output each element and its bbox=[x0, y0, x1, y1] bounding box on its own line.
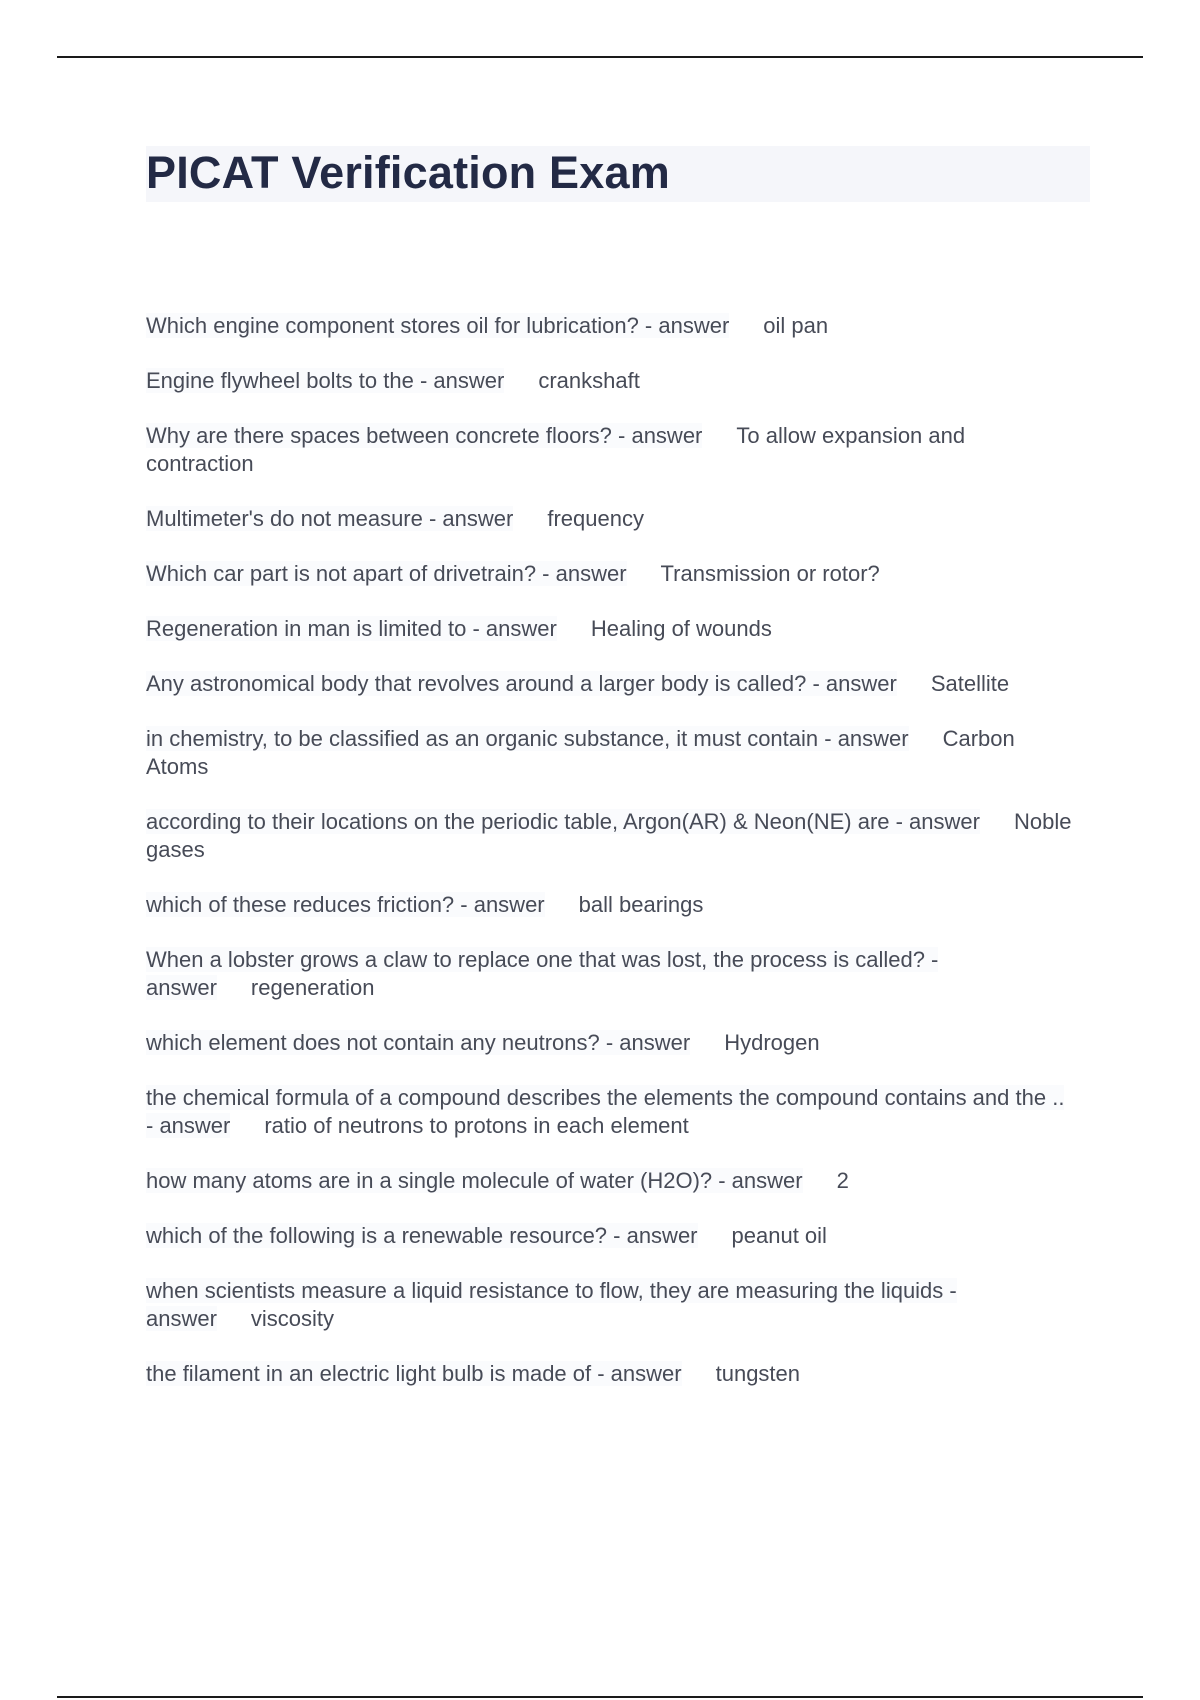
qa-item-5 bbox=[146, 560, 1076, 588]
answer-text: 2 bbox=[836, 1168, 849, 1193]
answer-text: frequency bbox=[547, 506, 644, 531]
qa-item-10 bbox=[146, 891, 1076, 919]
qa-item-9 bbox=[146, 808, 1076, 864]
qa-item-15 bbox=[146, 1222, 1076, 1250]
question-text: Regeneration in man is limited to - answer bbox=[146, 616, 557, 641]
question-text: which element does not contain any neutrons? - answer bbox=[146, 1030, 691, 1055]
answer-text: tungsten bbox=[715, 1361, 801, 1386]
answer-text: Healing of wounds bbox=[590, 616, 772, 641]
qa-item-11 bbox=[146, 946, 1076, 1002]
qa-item-8 bbox=[146, 725, 1076, 781]
qa-item-16 bbox=[146, 1277, 1076, 1333]
qa-item-12 bbox=[146, 1029, 1076, 1057]
answer-text: oil pan bbox=[763, 313, 829, 338]
page-title: PICAT Verification Exam bbox=[146, 147, 670, 198]
question-text: When a lobster grows a claw to replace one that was lost, the process is called? - answer bbox=[146, 947, 939, 1000]
qa-item-3 bbox=[146, 422, 1076, 478]
question-text: which of these reduces friction? - answer bbox=[146, 892, 545, 917]
answer-text: regeneration bbox=[250, 975, 375, 1000]
question-text: Why are there spaces between concrete floors? - answer bbox=[146, 423, 703, 448]
answer-text: crankshaft bbox=[538, 368, 640, 393]
answer-text: To allow expansion and contraction bbox=[146, 423, 966, 476]
question-text: the filament in an electric light bulb is made of - answer bbox=[146, 1361, 682, 1386]
answer-text: peanut oil bbox=[731, 1223, 827, 1248]
qa-item-2 bbox=[146, 367, 1076, 395]
answer-text: Hydrogen bbox=[724, 1030, 820, 1055]
question-text: Any astronomical body that revolves around a larger body is called? - answer bbox=[146, 671, 897, 696]
question-text: the chemical formula of a compound describes the elements the compound contains and the .. - answer bbox=[146, 1085, 1065, 1138]
qa-item-17 bbox=[146, 1360, 1076, 1388]
answer-text: Transmission or rotor? bbox=[660, 561, 880, 586]
qa-item-6 bbox=[146, 615, 1076, 643]
qa-item-14 bbox=[146, 1167, 1076, 1195]
question-text: Which car part is not apart of drivetrain? - answer bbox=[146, 561, 627, 586]
question-text: Multimeter's do not measure - answer bbox=[146, 506, 514, 531]
qa-item-7 bbox=[146, 670, 1076, 698]
question-text: how many atoms are in a single molecule of water (H2O)? - answer bbox=[146, 1168, 803, 1193]
qa-item-1 bbox=[146, 312, 1076, 340]
answer-text: ratio of neutrons to protons in each element bbox=[264, 1113, 689, 1138]
qa-item-13 bbox=[146, 1084, 1076, 1140]
answer-text: Noble gases bbox=[146, 809, 1072, 862]
qa-item-4 bbox=[146, 505, 1076, 533]
question-text: Which engine component stores oil for lubrication? - answer bbox=[146, 313, 730, 338]
qa-list bbox=[146, 312, 1076, 1415]
question-text: when scientists measure a liquid resistance to flow, they are measuring the liquids - answer bbox=[146, 1278, 957, 1331]
question-text: Engine flywheel bolts to the - answer bbox=[146, 368, 505, 393]
answer-text: ball bearings bbox=[578, 892, 704, 917]
answer-text: viscosity bbox=[250, 1306, 335, 1331]
header-rule bbox=[57, 56, 1143, 58]
footer-rule bbox=[57, 1696, 1143, 1698]
question-text: according to their locations on the periodic table, Argon(AR) & Neon(NE) are - answer bbox=[146, 809, 980, 834]
answer-text: Satellite bbox=[930, 671, 1010, 696]
question-text: in chemistry, to be classified as an organic substance, it must contain - answer bbox=[146, 726, 909, 751]
answer-text: Carbon Atoms bbox=[146, 726, 1015, 779]
question-text: which of the following is a renewable resource? - answer bbox=[146, 1223, 698, 1248]
